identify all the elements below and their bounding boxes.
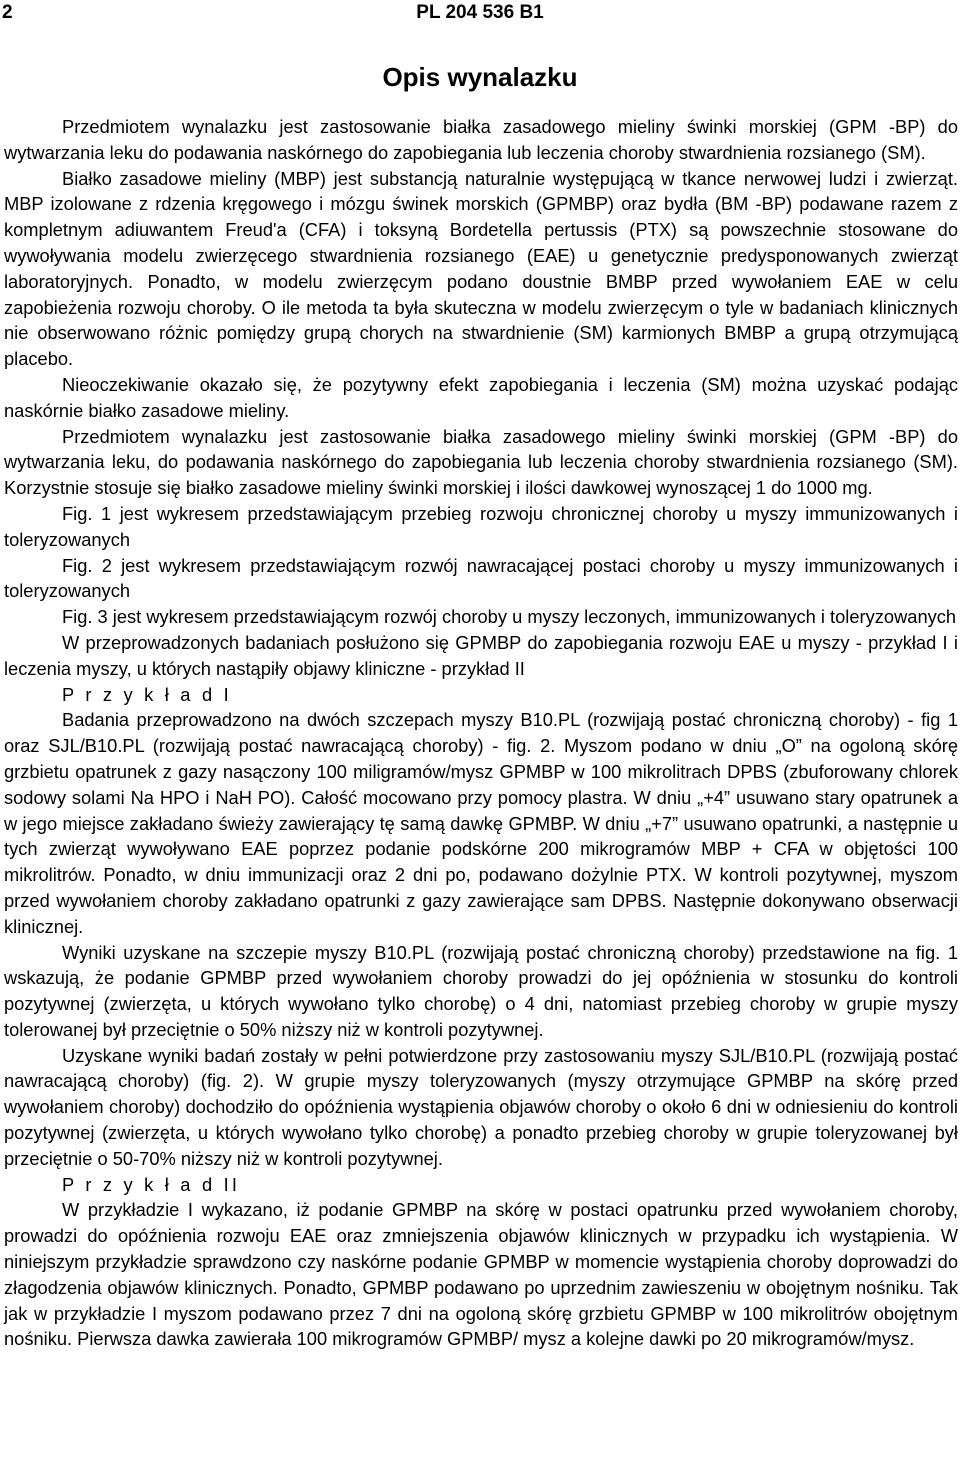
example-1-results: Wyniki uzyskane na szczepie myszy B10.PL (rozwijają postać chroniczną choroby) przedstawione na fig. 1 wskazują, że podanie GPMBP przed wywołaniem choroby prowadzi do jej opóźnienia w stosunku do kontroli pozytywnej (zwierzęta, u których wywołano tylko chorobę) o 4 dni, natomiast przebieg choroby w grupie myszy tolerowanej był przeciętnie o 50% niższy niż w kontroli pozytywnej. — [4, 941, 958, 1040]
paragraph-2: Białko zasadowe mieliny (MBP) jest substancją naturalnie występującą w tkance nerwowej ludzi i zwierząt. MBP izolowane z rdzenia kręgowego i mózgu świnek morskich (GPMBP) oraz bydła (BM -BP) podawane razem z kompletnym adiuwantem Freud'a (CFA) i toksyną Bordetella pertussis (PTX) są powszechnie stosowane do wywoływania modelu zwierzęcego stwardnienia rozsianego (EAE) u genetycznie predysponowanych zwierząt laboratoryjnych. Ponadto, w modelu zwierzęcym podano doustnie BMBP przed wywołaniem EAE w celu zapobieżenia rozwoju choroby. O ile metoda ta była skuteczna w modelu zwierzęcym o tyle w badaniach klinicznych nie obserwowano różnic pomiędzy grupą chorych na stwardnienie (SM) karmionych BMBP a grupą otrzymującą placebo. — [4, 167, 958, 370]
paragraph-1: Przedmiotem wynalazku jest zastosowanie białka zasadowego mieliny świnki morskiej (GPM -BP) do wytwarzania leku do podawania naskórnego do zapobiegania lub leczenia choroby stwardnienia rozsianego (SM). — [4, 116, 958, 163]
section-title: Opis wynalazku — [382, 62, 578, 92]
example-2-heading: P r z y k ł a d II — [62, 1173, 241, 1195]
figure-2-description: Fig. 2 jest wykresem przedstawiającym rozwój nawracającej postaci choroby u myszy immunizowanych i toleryzowanych — [4, 554, 958, 602]
paragraph-4: Przedmiotem wynalazku jest zastosowanie białka zasadowego mieliny świnki morskiej (GPM -BP) do wytwarzania leku, do podawania naskórnego do zapobiegania lub leczenia choroby stwardnienia rozsianego (SM). Korzystnie stosuje się białko zasadowe mieliny świnki morskiej i ilości dawkowej wynoszącej 1 do 1000 mg. — [4, 425, 958, 499]
page-number: 2 — [2, 2, 13, 23]
page-header — [0, 0, 960, 30]
document-id: PL 204 536 B1 — [416, 2, 544, 23]
description-body — [4, 114, 958, 1352]
example-2-text: W przykładzie I wykazano, iż podanie GPMBP na skórę w postaci opatrunku przed wywołaniem choroby, prowadzi do opóźnienia rozwoju EAE oraz zmniejszenia objawów klinicznych w przypadku ich wystąpienia. W niniejszym przykładzie sprawdzono czy naskórne podanie GPMBP w momencie wystąpienia choroby doprowadzi do złagodzenia objawów klinicznych. Ponadto, GPMBP podawano po uprzednim zawieszeniu w obojętnym nośniku. Tak jak w przykładzie I myszom podawano przez 7 dni na ogoloną skórę grzbietu GPMBP w 100 mikrolitrów obojętnym nośniku. Pierwsza dawka zawierała 100 mikrogramów GPMBP/ mysz a kolejne dawki po 20 mikrogramów/mysz. — [4, 1199, 958, 1350]
example-1-methods: Badania przeprowadzono na dwóch szczepach myszy B10.PL (rozwijają postać chroniczną choroby) - fig 1 oraz SJL/B10.PL (rozwijają postać nawracającą choroby) - fig. 2. Myszom podano w dniu „O” na ogoloną skórę grzbietu opatrunek z gazy nasączony 100 miligramów/mysz GPMBP w 100 mikrolitrach DPBS (zbuforowany chlorek sodowy solami Na HPO i NaH PO). Całość mocowano przy pomocy plastra. W dniu „+4” usuwano stary opatrunek a w jego miejsce zakładano świeży zawierający tę samą dawkę GPMBP. W dniu „+7” usuwano opatrunki, a następnie u tych zwierząt wywoływano EAE poprzez podanie podskórne 200 mikrogramów MBP + CFA w objętości 100 mikrolitrów. Ponadto, w dniu immunizacji oraz 2 dni po, podawano dożylnie PTX. W kontroli pozytywnej, myszom przed wywołaniem choroby zakładano opatrunki z gazy zawierające sam DPBS. Następnie dokonywano obserwacji klinicznej. — [4, 709, 958, 937]
paragraph-3: Nieoczekiwanie okazało się, że pozytywny efekt zapobiegania i leczenia (SM) można uzyskać podając naskórnie białko zasadowe mieliny. — [4, 373, 958, 421]
paragraph-studies: W przeprowadzonych badaniach posłużono się GPMBP do zapobiegania rozwoju EAE u myszy - przykład I i leczenia myszy, u których nastąpiły objawy kliniczne - przykład II — [4, 631, 958, 679]
example-1-confirmation: Uzyskane wyniki badań zostały w pełni potwierdzone przy zastosowaniu myszy SJL/B10.PL (rozwijają postać nawracającą choroby) (fig. 2). W grupie myszy toleryzowanych (myszy otrzymujące GPMBP na skórę przed wywołaniem choroby) dochodziło do opóźnienia wystąpienia objawów choroby o około 6 dni w odniesieniu do kontroli pozytywnej (zwierzęta, u których wywołano tylko chorobę) a ponadto przebieg choroby w grupie toleryzowanej był przeciętnie o 50-70% niższy niż w kontroli pozytywnej. — [4, 1044, 958, 1169]
figure-1-description: Fig. 1 jest wykresem przedstawiającym przebieg rozwoju chronicznej choroby u myszy immunizowanych i toleryzowanych — [4, 502, 958, 550]
figure-3-description: Fig. 3 jest wykresem przedstawiającym rozwój choroby u myszy leczonych, immunizowanych i toleryzowanych — [62, 606, 957, 628]
example-1-heading: P r z y k ł a d I — [62, 683, 232, 705]
